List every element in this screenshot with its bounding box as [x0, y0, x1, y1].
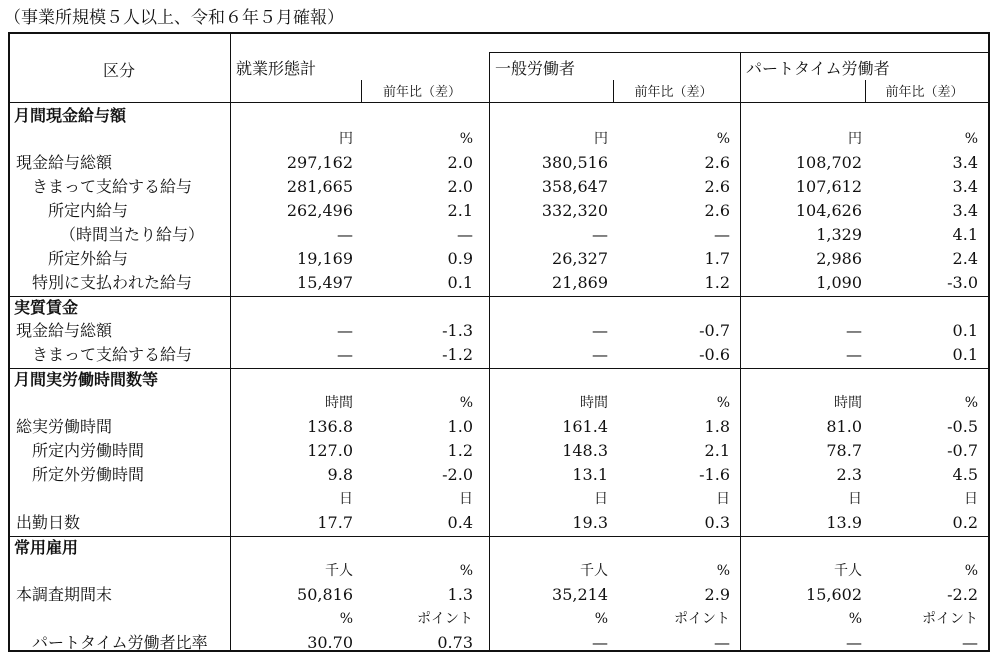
unit-label: 時間	[325, 395, 353, 411]
table-cell-value: 161.4	[562, 417, 608, 436]
unit-label: %	[459, 395, 473, 411]
table-cell-value: —	[337, 321, 353, 340]
table-border-right	[988, 32, 990, 652]
table-cell-value: 0.4	[447, 513, 473, 532]
table-cell-value: 2.1	[704, 441, 730, 460]
row-label: 現金給与総額	[16, 321, 113, 340]
unit-label: %	[964, 563, 978, 579]
table-cell-value: 2.0	[447, 153, 473, 172]
table-cell-value: 380,516	[541, 153, 608, 172]
table-cell-value: —	[592, 321, 608, 340]
table-cell-value: —	[846, 633, 862, 652]
unit-label: %	[339, 611, 353, 627]
unit-label: ポイント	[674, 611, 730, 627]
table-cell-value: 2.6	[704, 201, 730, 220]
table-cell-value: 0.2	[952, 513, 978, 532]
table-cell-value: 0.3	[704, 513, 730, 532]
table-cell-value: 13.9	[826, 513, 862, 532]
row-label: パートタイム労働者比率	[32, 633, 208, 652]
unit-label: 円	[848, 131, 862, 147]
table-cell-value: 19.3	[572, 513, 608, 532]
row-label: 出勤日数	[16, 513, 81, 532]
statistics-table	[8, 32, 990, 652]
table-cell-value: —	[846, 345, 862, 364]
column-divider	[230, 32, 231, 652]
table-cell-value: 2.9	[704, 585, 730, 604]
table-cell-value: -0.6	[699, 345, 730, 364]
table-cell-value: 136.8	[307, 417, 353, 436]
table-cell-value: 4.1	[952, 225, 978, 244]
table-caption: （事業所規模５人以上、令和６年５月確報）	[4, 8, 344, 28]
table-cell-value: 104,626	[795, 201, 862, 220]
table-cell-value: —	[337, 225, 353, 244]
unit-label: %	[459, 131, 473, 147]
unit-label: 日	[339, 491, 353, 507]
unit-label: %	[716, 131, 730, 147]
row-label: 特別に支払われた給与	[32, 273, 193, 292]
table-cell-value: 3.4	[952, 177, 978, 196]
group-header-rule	[489, 52, 990, 53]
table-cell-value: 0.1	[447, 273, 473, 292]
sub-header-divider	[361, 80, 362, 102]
section-title: 常用雇用	[14, 538, 79, 557]
table-cell-value: 0.1	[952, 321, 978, 340]
table-cell-value: 148.3	[562, 441, 608, 460]
table-cell-value: -0.5	[947, 417, 978, 436]
table-cell-value: 35,214	[552, 585, 608, 604]
table-cell-value: -2.0	[442, 465, 473, 484]
table-cell-value: 50,816	[297, 585, 353, 604]
table-cell-value: —	[457, 225, 473, 244]
unit-label: 千人	[325, 563, 353, 579]
unit-label: %	[964, 131, 978, 147]
column-divider	[489, 52, 490, 652]
table-cell-value: 2.6	[704, 177, 730, 196]
table-cell-value: —	[592, 225, 608, 244]
unit-label: 千人	[580, 563, 608, 579]
unit-label: 日	[716, 491, 730, 507]
table-cell-value: -2.2	[947, 585, 978, 604]
row-label: 所定内給与	[48, 201, 129, 220]
table-cell-value: —	[592, 633, 608, 652]
unit-label: 円	[339, 131, 353, 147]
row-label: 所定外給与	[48, 249, 129, 268]
sub-header-divider	[865, 80, 866, 102]
table-cell-value: 15,602	[806, 585, 862, 604]
table-cell-value: 4.5	[952, 465, 978, 484]
table-cell-value: 358,647	[541, 177, 608, 196]
table-cell-value: 21,869	[552, 273, 608, 292]
unit-label: %	[964, 395, 978, 411]
unit-label: 時間	[580, 395, 608, 411]
table-cell-value: 107,612	[795, 177, 862, 196]
table-cell-value: 1,329	[816, 225, 862, 244]
column-header-yoy: 前年比（差）	[634, 85, 713, 100]
table-border-left	[8, 32, 10, 652]
table-cell-value: 30.70	[307, 633, 353, 652]
unit-label: 円	[594, 131, 608, 147]
unit-label: 時間	[834, 395, 862, 411]
unit-label: %	[459, 563, 473, 579]
table-cell-value: 1.8	[704, 417, 730, 436]
table-cell-value: 2.4	[952, 249, 978, 268]
row-label: （時間当たり給与）	[60, 225, 205, 244]
column-header-group: 一般労働者	[495, 59, 576, 78]
table-cell-value: 297,162	[286, 153, 353, 172]
section-title: 月間実労働時間数等	[14, 370, 159, 389]
table-cell-value: —	[714, 225, 730, 244]
column-header-yoy: 前年比（差）	[382, 85, 461, 100]
table-cell-value: 0.73	[437, 633, 473, 652]
table-cell-value: 1.7	[704, 249, 730, 268]
table-cell-value: -0.7	[947, 441, 978, 460]
table-cell-value: 1.3	[447, 585, 473, 604]
table-cell-value: -1.3	[442, 321, 473, 340]
unit-label: 千人	[834, 563, 862, 579]
table-cell-value: —	[592, 345, 608, 364]
table-cell-value: -3.0	[947, 273, 978, 292]
unit-label: %	[716, 563, 730, 579]
row-label: きまって支給する給与	[32, 177, 193, 196]
table-cell-value: 332,320	[541, 201, 608, 220]
column-header-yoy: 前年比（差）	[885, 85, 964, 100]
table-cell-value: 2.1	[447, 201, 473, 220]
table-cell-value: 17.7	[317, 513, 353, 532]
table-cell-value: 81.0	[826, 417, 862, 436]
table-cell-value: —	[962, 633, 978, 652]
unit-label: ポイント	[922, 611, 978, 627]
row-label: きまって支給する給与	[32, 345, 193, 364]
table-cell-value: 2,986	[816, 249, 862, 268]
table-cell-value: 2.0	[447, 177, 473, 196]
row-label: 本調査期間末	[16, 585, 113, 604]
sub-header-divider	[613, 80, 614, 102]
column-header-group: パートタイム労働者	[746, 59, 890, 78]
table-cell-value: 0.9	[447, 249, 473, 268]
table-cell-value: 0.1	[952, 345, 978, 364]
row-label: 所定外労働時間	[32, 465, 145, 484]
unit-label: 日	[964, 491, 978, 507]
table-cell-value: 2.6	[704, 153, 730, 172]
table-cell-value: 3.4	[952, 153, 978, 172]
table-cell-value: —	[846, 321, 862, 340]
row-label: 所定内労働時間	[32, 441, 145, 460]
section-title: 実質賃金	[14, 298, 79, 317]
table-cell-value: 262,496	[286, 201, 353, 220]
unit-label: %	[594, 611, 608, 627]
column-header-group: 就業形態計	[236, 59, 317, 78]
table-cell-value: -1.6	[699, 465, 730, 484]
unit-label: 日	[459, 491, 473, 507]
table-cell-value: 15,497	[297, 273, 353, 292]
table-cell-value: —	[714, 633, 730, 652]
table-cell-value: 1.2	[447, 441, 473, 460]
unit-label: 日	[594, 491, 608, 507]
table-border-top	[8, 32, 990, 34]
unit-label: 日	[848, 491, 862, 507]
table-cell-value: 281,665	[286, 177, 353, 196]
unit-label: %	[848, 611, 862, 627]
header-bottom-rule	[8, 102, 990, 103]
table-cell-value: —	[337, 345, 353, 364]
unit-label: ポイント	[417, 611, 473, 627]
table-cell-value: 1.2	[704, 273, 730, 292]
row-label: 総実労働時間	[16, 417, 113, 436]
table-cell-value: 78.7	[826, 441, 862, 460]
table-cell-value: 1.0	[447, 417, 473, 436]
table-cell-value: 1,090	[816, 273, 862, 292]
row-label: 現金給与総額	[16, 153, 113, 172]
table-cell-value: 13.1	[572, 465, 608, 484]
unit-label: %	[716, 395, 730, 411]
table-cell-value: 26,327	[552, 249, 608, 268]
table-cell-value: 3.4	[952, 201, 978, 220]
section-title: 月間現金給与額	[14, 106, 127, 125]
table-cell-value: 2.3	[836, 465, 862, 484]
table-cell-value: 127.0	[307, 441, 353, 460]
table-cell-value: 108,702	[795, 153, 862, 172]
table-cell-value: 19,169	[297, 249, 353, 268]
table-cell-value: -1.2	[442, 345, 473, 364]
table-cell-value: 9.8	[327, 465, 353, 484]
table-cell-value: -0.7	[699, 321, 730, 340]
column-divider	[740, 52, 741, 652]
column-header-kubun: 区分	[102, 61, 135, 80]
